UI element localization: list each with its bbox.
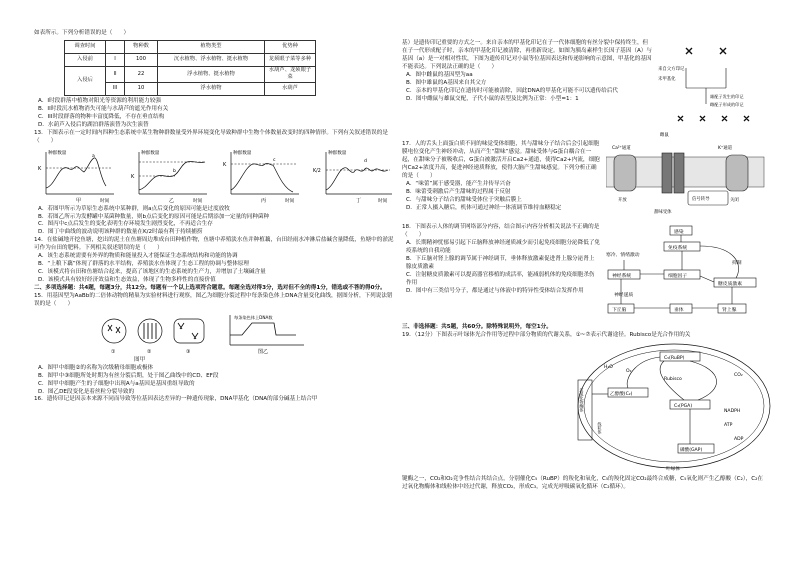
graph-yi	[127, 148, 211, 204]
diagram-label: 关闭	[730, 198, 739, 203]
node-label: 叶绿体	[666, 466, 680, 472]
node-label: 乙醇酸(C₂)	[610, 391, 633, 397]
y-axis-label: 种群数量	[140, 150, 160, 156]
box-label: 感染	[674, 230, 684, 235]
imprinting-diagram	[656, 40, 766, 140]
box-label: 糖皮质激素	[718, 282, 742, 287]
invasion-table	[64, 40, 316, 96]
left-column	[34, 30, 396, 404]
table-cell: 22	[125, 66, 158, 82]
option-a: A．图甲中细胞②的名称为次级精母细胞或极体	[38, 364, 154, 371]
node-label: C₅(RuBP)	[664, 355, 685, 361]
diagram-label: Ca²⁺通道	[612, 146, 631, 151]
k-label: K/2	[312, 168, 321, 174]
diagram-label: 雄配子发生的印记	[710, 94, 744, 99]
option-a: A．该生态系统需要有外界的物质和能量投入才能保证生态系统结构和功能的协调	[38, 253, 238, 260]
option-d: D．水葫芦入侵后的湖泊群落演替为次生演替	[38, 121, 149, 128]
k-label: K	[130, 173, 134, 180]
option-b: B．“上粮下藕”体现了群落的水平结构，养殖淡水鱼体现了生态工程的协调与整体原理	[38, 261, 250, 268]
graph-jia	[34, 148, 118, 204]
table-header-row	[65, 40, 316, 53]
arrow-label: 抑制	[732, 261, 742, 266]
graph-caption: 乙	[168, 197, 174, 204]
box-label: 细胞因子	[668, 274, 688, 279]
question-19: 19．（12分）下图表示叶绿体光合作用等过程中部分物质的代谢关系，①~⑦表示代谢途径。Rubisco是光合作用的关	[402, 331, 691, 338]
table-cell: II	[106, 66, 125, 82]
node-label: 磷酸(GAP)	[680, 447, 703, 453]
option-d: D．该模式具有较好经济效益和生态效益，体现了生物多样性的直接价值	[38, 277, 216, 284]
graph-caption: 丁	[355, 197, 361, 204]
diagram-label: 未甲基化	[658, 77, 676, 82]
diagram-label: 雌鼠	[660, 133, 669, 138]
node-label: ADP	[734, 436, 744, 442]
x-axis-label: 时间	[285, 198, 295, 204]
population-graphs	[34, 148, 396, 204]
cell-label: ①	[111, 348, 116, 355]
box-label: 神经系统	[612, 274, 632, 279]
option-b: B．图甲中③细胞所处时期为有丝分裂后期，处于图乙曲线中的CD、EF段	[38, 372, 219, 379]
table-cell: I	[106, 53, 125, 66]
table-header	[106, 40, 125, 53]
table-cell: 水葫芦、龙须眼子菜	[265, 66, 316, 82]
table-cell: 水葫芦	[265, 82, 316, 95]
option-c: C．与甜味分子结合的甜味受体位于突触后膜上	[406, 196, 522, 203]
option-a: A．若图甲所示为草原生态系统中某种群，则a点后变化的原因可能是过度放牧	[38, 205, 230, 212]
taste-receptor-diagram	[606, 141, 766, 223]
diagram-label: 甜味受体	[654, 210, 672, 215]
option-b: B．味蕾受刺激后产生甜味的过程属于反射	[406, 188, 511, 195]
table-cell: 100	[125, 53, 158, 66]
option-b: B．下丘脑对肾上腺的调节属于神经调节，垂体释放激素促进肾上腺分泌肾上腺皮质激素	[406, 255, 595, 270]
x-axis-label: 时间	[377, 198, 388, 204]
box-label: 垂体	[674, 308, 684, 313]
question-16-text: 基）是遗传印记重要的方式之一。来自亲本的甲基化印记在子一代体细胞的有丝分裂中保持终生，但在子一代形成配子时，亲本的甲基化印记被清除，再重新设定。如图为胰岛素样生长因子基因（A）与基因（a）是一对相对性状，下图为遗传印记对小鼠等位基因表达和传递影响的示意图，甲基化的基因不能表达。下列说法正确的是（ ）	[402, 40, 652, 70]
option-d: D．图乙DE段变化是着丝粒分裂导致的	[38, 388, 135, 395]
y-axis-label: 种群数量	[327, 150, 347, 156]
option-c: C．亲本的甲基化印记在遗传时可能被清除，因此DNA的甲基化可能不可以遗传给后代	[406, 87, 619, 94]
dna-content-chart	[224, 311, 308, 355]
k-label: K	[38, 165, 42, 172]
option-d: D．图丁中曲线的波动说明该种群的数量在K/2时最有利于持续捕捞	[38, 229, 203, 236]
diagram-label: 信号转导	[692, 197, 710, 202]
box-label: 下丘脑	[612, 308, 627, 313]
box-label: 寒冷、情绪激动	[606, 253, 640, 258]
section-2-heading: 二、多项选择题：共4题，每题3分，共12分。每题有一个以上选项符合题意。每题全选对得3分，选对但不全的得1分，错选或不答的得0分。	[34, 284, 386, 291]
y-axis-label: 种群数量	[48, 150, 67, 156]
option-d: D．图中雌鼠与雄鼠交配，子代小鼠的表型及比例为正常：小型=1：1	[406, 95, 579, 102]
table-header: 优势种	[265, 40, 316, 53]
node-label: O₂	[626, 368, 632, 374]
option-b: B．若图乙所示为发酵罐中某菌种数量，则b点后变化的原因可能是后期添加一定量的同种菌种	[38, 213, 270, 220]
cell-label: ③	[186, 348, 191, 355]
section-3-heading: 三、非选择题：共5题，共60分。除特殊说明外，每空1分。	[402, 324, 552, 330]
table-cell: 龙须眼子菜等多种	[265, 53, 316, 66]
organelle-label: 过氧化物酶体	[579, 387, 585, 412]
option-c: C．图丙中c点后发生的变化表明生存环境发生剧烈变化，不再适合生存	[38, 221, 213, 228]
option-c: C．III时段群落的物种丰富度降低，不存在垂直结构	[38, 113, 165, 120]
question-13: 13．下图表示在一定时间内四种生态系统中某生物种群数量受外界环境变化导致种群中生物个体数量改变时的四种情形。下列有关叙述错误的是（ ）	[34, 129, 388, 144]
option-d: D．正常人摄入糖后，机体可通过神经一体液调节维持血糖稳定	[406, 204, 562, 211]
option-a: A．“味蕾”属于感受器，能产生并传导兴奋	[406, 180, 511, 187]
question-15: 15．用基因型为AaBb的二倍体动物的精巢为实验材料进行观察，图乙为细胞分裂过程中每条染色体上DNA含量变化曲线，据图分析，下列说法错误的是（ ）	[34, 292, 393, 307]
table-cell: 10	[125, 82, 158, 95]
option-b: B．II时段沉水植物消失可能与水葫芦的遮光作用有关	[38, 105, 169, 112]
diagram-label: 来自父方印记	[658, 67, 685, 72]
question-18: 18．下图表示人体的调节网络部分内容，结合图示内容分析相关说法不正确的是（ ）	[402, 224, 600, 238]
diagram-label: 开放	[618, 198, 627, 203]
figure-caption: 图乙	[258, 348, 269, 355]
regulation-network-diagram	[604, 224, 766, 322]
cell-label: ②	[147, 348, 152, 355]
option-c: C．该模式将台田和鱼塘结合起来，提高了该地区的生态系统的生产力，并增加了土壤碱含量	[38, 269, 266, 276]
node-label: CO₂	[734, 372, 743, 378]
node-label: H₂O	[604, 364, 613, 370]
table-cell: 浮水植物	[158, 82, 265, 95]
option-a: A．图中雌鼠的基因型为aa	[406, 71, 473, 78]
option-c: C．图甲中细胞产生的子细胞中出现A与a基因是基因重组导致的	[38, 380, 195, 387]
graph-caption: 丙	[261, 197, 267, 204]
chart-title: 每条染色体上DNA数	[234, 314, 273, 320]
box-label: 肾上腺	[722, 308, 737, 313]
question-17: 17．人的舌头上面蛋白质不同的味觉受体细胞，其与甜味分子结合后会引起细胞膜电位变化产生神经冲动，从而产生“甜味”感觉。甜味受体与G蛋白耦合在一起，在甜味分子被吸收后，G蛋白被激活开启Ca2+通道，使得Ca2+内流，细胞内Ca2+浓度升高，促进神经递质释放，使得大脑产生甜味感觉。下列分析正确的是（ ）	[402, 141, 600, 179]
table-cell: 浮水植物、挺水植物	[158, 66, 265, 82]
y-axis-label: 种群数量	[233, 150, 252, 156]
figure-15	[98, 311, 396, 355]
graph-caption: 甲	[76, 197, 82, 204]
point-label: d	[363, 158, 367, 164]
option-d: D．图中有三类信号分子，都是通过与体液中的特异性受体结合发挥作用	[406, 287, 584, 294]
option-c: C．注射糖皮质激素可以提高器官移植的成活率，能减弱机体的免疫细胞杀伤作用	[406, 271, 595, 286]
table-cell: 沉水植物、浮水植物、挺水植物	[158, 53, 265, 66]
point-label: c	[273, 157, 276, 163]
table-header: 植物类型	[158, 40, 265, 53]
x-axis-label: 时间	[100, 198, 110, 204]
table-cell: 入侵后	[65, 66, 106, 95]
question-12-intro: 如表所示。下列分析错误的是（ ）	[34, 30, 130, 36]
table-cell: III	[106, 82, 125, 95]
figure-caption: 图甲	[134, 356, 146, 363]
option-b: B．图中雄鼠的A基因来自其父方	[406, 79, 487, 86]
node-label: C₃(PGA)	[674, 403, 693, 409]
point-label: b	[172, 168, 176, 174]
x-axis-label: 时间	[192, 198, 202, 204]
right-column	[402, 40, 766, 492]
cell-diagrams	[98, 315, 208, 355]
graph-ding	[312, 148, 396, 204]
option-a: A．I时段群落中植物对阳光等资源的利用能力较强	[38, 97, 161, 104]
question-19-continued: 键酶之一，CO₂和O₂竞争性结合其结合点，分别催化C₅（RuBP）的羧化和氧化，C₅的羧化固定CO₂最终合成糖，C₅氧化则产生乙醇酸（C₂），C₂在过氧化物酶体和线粒体中经过代谢，释放CO₂，形成C₃，完成光呼吸碳氧化循环（C₂循环）。	[402, 475, 763, 490]
option-a: A．长期精神忧郁易引起下丘脑释放神经递质减少而引起免疫细胞分泌降低了免疫系统的自我功能	[406, 239, 601, 254]
organelle-label: 线粒体	[597, 421, 603, 434]
table-header: 物种数	[125, 40, 158, 53]
point-label: a	[92, 153, 95, 159]
table-cell: 入侵前	[65, 53, 106, 66]
diagram-label: 雌配子形成的印记	[710, 102, 744, 107]
graph-bing	[219, 148, 303, 204]
box-label: 免疫系统	[668, 246, 688, 251]
node-label: ATP	[724, 422, 733, 428]
diagram-label: K⁺通道	[718, 146, 732, 151]
table-header: 调查时间	[65, 40, 106, 53]
question-16: 16．遗传印记是因亲本来源不同而导致等位基因表达差异的一种遗传现象，DNA甲基化（DNA的部分碱基上结合甲	[34, 396, 318, 403]
chloroplast-diagram	[574, 340, 774, 476]
node-label: Rubisco	[664, 376, 682, 382]
k-label: K	[223, 161, 227, 168]
question-14: 14．在盐碱地开挖鱼塘，挖出的泥土在鱼塘周边堆成台田种植作物，鱼塘中养殖淡水鱼并种植藕，台田经雨水冲淋后盐碱含量降低，鱼塘中的淤泥可作为台田的肥料。下列相关叙述错误的是（ ）	[34, 237, 394, 252]
arrow-label: 神经递质	[614, 293, 634, 298]
node-label: NADPH	[724, 408, 741, 414]
table-row	[65, 53, 316, 66]
table-row	[65, 66, 316, 82]
